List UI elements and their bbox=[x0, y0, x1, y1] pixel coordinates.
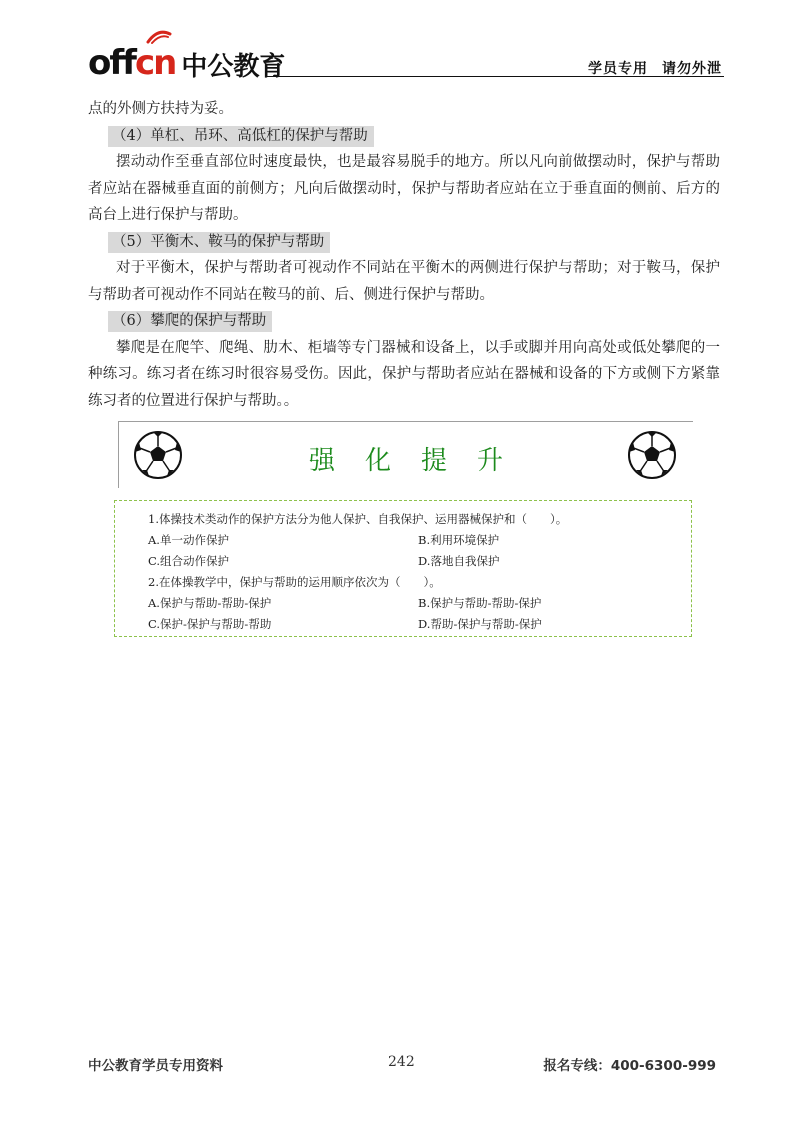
question-stem: 1.体操技术类动作的保护方法分为他人保护、自我保护、运用器械保护和（ ）。 bbox=[148, 512, 568, 526]
soccer-ball-icon bbox=[627, 430, 677, 480]
section-heading bbox=[88, 229, 720, 256]
logo-latin: offcn bbox=[88, 43, 176, 83]
header-tag-right: 请勿外泄 bbox=[662, 61, 722, 77]
option-d: D.落地自我保护 bbox=[418, 554, 500, 568]
page-content bbox=[88, 96, 720, 414]
header-tagline bbox=[588, 58, 722, 78]
option-row bbox=[148, 614, 688, 635]
section-heading bbox=[88, 308, 720, 335]
option-c: C.保护-保护与帮助-帮助 bbox=[148, 617, 272, 631]
section-paragraph: 攀爬是在爬竿、爬绳、肋木、柜墙等专门器械和设备上，以手或脚并用向高处或低处攀爬的一种练习。练习者在练习时很容易受伤。因此，保护与帮助者应站在器械和设备的下方或侧下方紧靠练习者的位置进行保护与帮助。。 bbox=[88, 339, 720, 409]
section-heading-label: （4）单杠、吊环、高低杠的保护与帮助 bbox=[108, 126, 374, 147]
option-row bbox=[148, 551, 688, 572]
quiz-box bbox=[114, 500, 692, 637]
option-b: B.利用环境保护 bbox=[418, 533, 500, 547]
section-heading bbox=[88, 123, 720, 150]
page-header bbox=[88, 30, 724, 83]
option-a: A.单一动作保护 bbox=[148, 533, 229, 547]
option-a: A.保护与帮助-帮助-保护 bbox=[148, 596, 272, 610]
option-b: B.保护与帮助-帮助-保护 bbox=[418, 596, 542, 610]
option-row bbox=[148, 530, 688, 551]
option-c: C.组合动作保护 bbox=[148, 554, 230, 568]
header-tag-left: 学员专用 bbox=[588, 61, 648, 77]
section-paragraph: 摆动动作至垂直部位时速度最快，也是最容易脱手的地方。所以凡向前做摆动时，保护与帮助者应站在器械垂直面的前侧方；凡向后做摆动时，保护与帮助者应站在立于垂直面的侧前、后方的高台上进行保护与帮助。 bbox=[88, 154, 720, 223]
option-d: D.帮助-保护与帮助-保护 bbox=[418, 617, 542, 631]
section-heading-label: （6）攀爬的保护与帮助 bbox=[108, 311, 272, 332]
footer-label: 中公教育学员专用资料 bbox=[88, 1058, 223, 1074]
section-paragraph: 对于平衡木，保护与帮助者可视动作不同站在平衡木的两侧进行保护与帮助；对于鞍马，保护与帮助者可视动作不同站在鞍马的前、后、侧进行保护与帮助。 bbox=[88, 260, 720, 303]
lead-paragraph: 点的外侧方扶持为妥。 bbox=[88, 101, 233, 117]
quiz-content bbox=[148, 509, 688, 635]
banner-title: 强化提升 bbox=[308, 446, 533, 476]
question-stem: 2.在体操教学中，保护与帮助的运用顺序依次为（ ）。 bbox=[148, 575, 441, 589]
option-row bbox=[148, 593, 688, 614]
logo-swoosh-icon bbox=[146, 30, 172, 44]
page-footer bbox=[88, 1054, 720, 1074]
page-number: 242 bbox=[388, 1054, 415, 1070]
practice-banner bbox=[118, 421, 693, 488]
logo-chinese: 中公教育 bbox=[181, 52, 286, 82]
offcn-logo bbox=[88, 36, 286, 83]
section-heading-label: （5）平衡木、鞍马的保护与帮助 bbox=[108, 232, 330, 253]
footer-hotline: 报名专线：400-6300-999 bbox=[543, 1058, 716, 1074]
